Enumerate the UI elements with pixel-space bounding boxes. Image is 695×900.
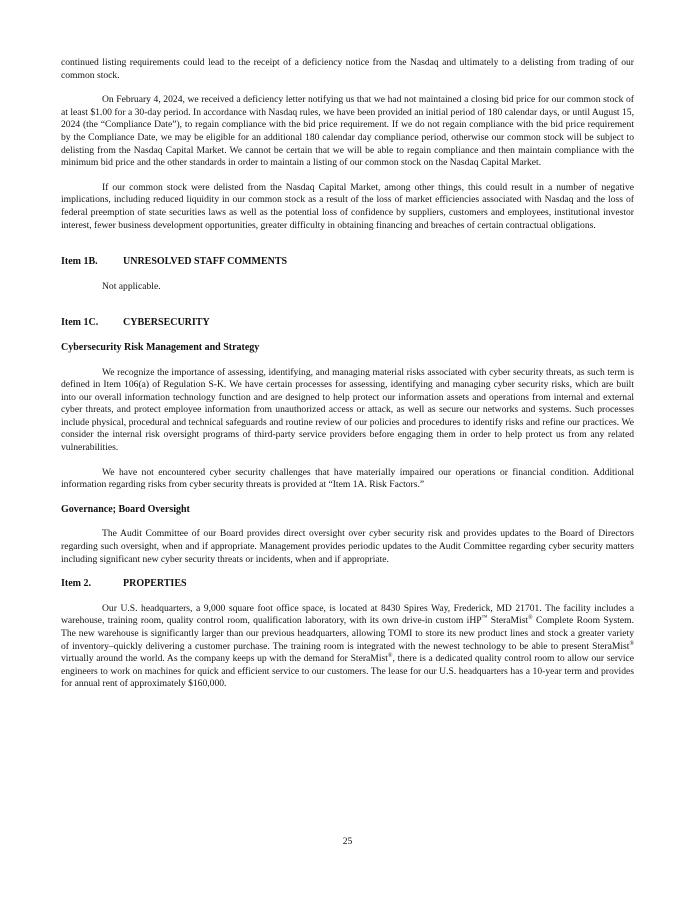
paragraph-deficiency-letter: On February 4, 2024, we received a deficiency letter notifying us that we had not maintained a closing bid price for our common stock of at least $1.00 for a 30-day period. In accordance with Nasdaq rules, we have been provided an initial period of 180 calendar days, or until August 15, 2024 (the “Compliance Date”), to regain compliance with the bid price requirement. If we do not regain compliance with the bid price requirement by the Compliance Date, we may be eligible for an additional 180 calendar day compliance period, otherwise our common stock will be subject to delisting from the Nasdaq Capital Market. We cannot be certain that we will be able to regain compliance and then maintain compliance with the minimum bid price and the other standards in order to maintain a listing of our common stock on the Nasdaq Capital Market. xyxy=(61,94,634,169)
paragraph-cyber-processes: We recognize the importance of assessing, identifying, and managing material risks associated with cyber security threats, as such term is defined in Item 106(a) of Regulation S-K. We have certain processes for assessing, identifying and managing cyber security risks, which are built into our overall information technology function and are designed to help protect our information assets and operations from internal and external cyber threats, and protect employee information from unauthorized access or attack, as well as secure our networks and systems. Such processes include physical, procedural and technical safeguards and routine review of our policies and procedures to identify risks and refine our practices. We consider the internal risk oversight programs of third-party service providers before engaging them in order to help protect us from any related vulnerabilities. xyxy=(61,366,634,454)
item-1b-heading xyxy=(61,256,634,269)
registered-symbol: ® xyxy=(629,640,634,647)
item-2-title: PROPERTIES xyxy=(123,578,187,590)
paragraph-cyber-challenges: We have not encountered cyber security challenges that have materially impaired our operations or financial condition. Additional information regarding risks from cyber security threats is provided at “Item 1A. Risk Factors.” xyxy=(61,466,634,491)
paragraph-delisting-implications: If our common stock were delisted from the Nasdaq Capital Market, among other things, this could result in a number of negative implications, including reduced liquidity in our common stock as a result of the loss of market efficiencies associated with Nasdaq and the loss of federal preemption of state securities laws as well as the potential loss of confidence by suppliers, customers and employees, institutional investor interest, fewer business development opportunities, greater difficulty in obtaining financing and breaches of certain contractual obligations. xyxy=(61,181,634,231)
hq-text-d: virtually around the world. As the company keeps up with the demand for SteraMist xyxy=(61,653,388,665)
page-number: 25 xyxy=(342,836,353,847)
hq-text-e: , there is a dedicated quality control room to allow our service engineers to work on machines for quick and efficient service to our customers. The lease for our U.S. headquarters has a 10-year term and provides for annual rent of approximately $160,000. xyxy=(61,653,634,690)
hq-text-a: Our U.S. headquarters, a 9,000 square foot office space, is located at 8430 Spires Way, Frederick, MD 21701. The facility includes a warehouse, training room, quality control room, qualification laboratory, with its own drive-in custom iHP xyxy=(61,602,634,627)
hq-text-b: SteraMist xyxy=(487,615,529,627)
item-1b-number: Item 1B. xyxy=(61,256,98,268)
item-2-heading xyxy=(61,578,634,591)
hq-text-c: Complete Room System. The new warehouse is significantly larger than our previous headquarters, allowing TOMI to store its new product lines and stock a greater variety of inventory–quickly delivering a customer purchase. The training room is integrated with the newest technology to be able to present SteraMist xyxy=(61,615,634,652)
registered-symbol: ® xyxy=(528,615,533,622)
paragraph-audit-committee: The Audit Committee of our Board provides direct oversight over cyber security risk and provides updates to the Board of Directors regarding such oversight, when and if appropriate. Management provides periodic updates to the Audit Committee regarding cyber security matters including significant new cyber security threats or incidents, when and if appropriate. xyxy=(61,528,634,565)
trademark-symbol: ™ xyxy=(481,615,488,622)
item-1b-body: Not applicable. xyxy=(102,280,161,292)
item-2-number: Item 2. xyxy=(61,578,91,590)
registered-symbol: ® xyxy=(387,653,393,659)
cyber-risk-subheading: Cybersecurity Risk Management and Strategy xyxy=(61,341,260,353)
item-1c-title: CYBERSECURITY xyxy=(123,317,210,329)
item-1b-title: UNRESOLVED STAFF COMMENTS xyxy=(123,256,288,268)
paragraph-listing-continued: continued listing requirements could lead to the receipt of a deficiency notice from the Nasdaq and ultimately to a delisting from trading of our common stock. xyxy=(61,57,634,81)
item-1c-heading xyxy=(61,317,634,330)
governance-subheading: Governance; Board Oversight xyxy=(61,503,190,515)
document-page xyxy=(61,57,634,691)
paragraph-headquarters xyxy=(61,603,634,691)
item-1c-number: Item 1C. xyxy=(61,317,99,329)
